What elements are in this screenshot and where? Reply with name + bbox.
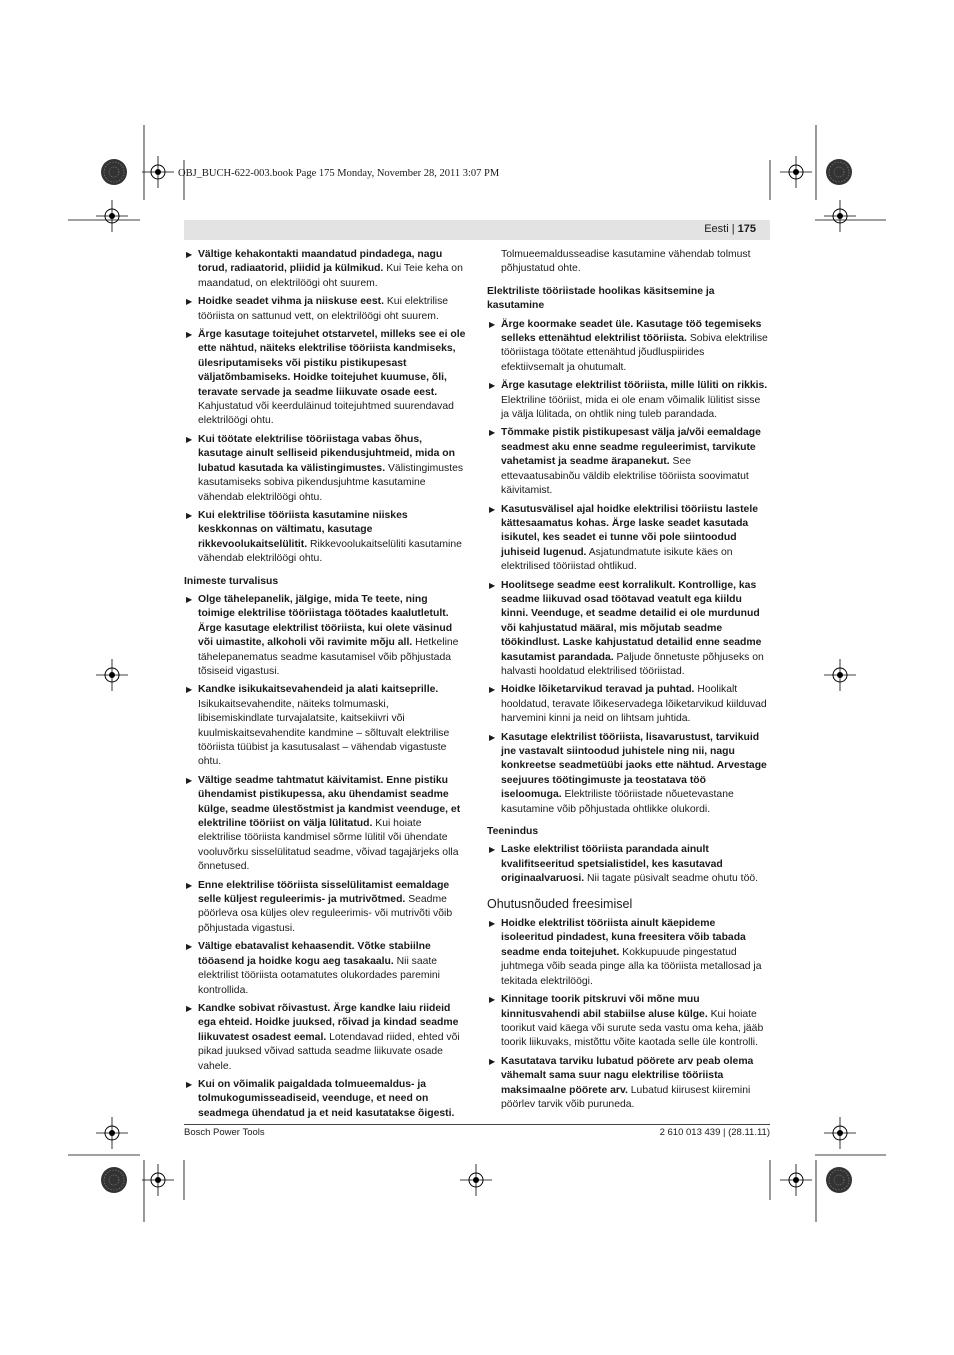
bullet-body-text: Isikukaitsevahendite, näiteks tolmumaski, libisemiskindlate turvajalatsite, kaitsekiivri või kuulmiskaitsevahendite kandmine – sõltuvalt elektrilise tööriista tüübist ja kasutusalast – vähendab vigastuste ohtu. <box>198 698 450 768</box>
bullet-triangle-icon: ▶ <box>186 1003 193 1013</box>
bullet-body-text: See ettevaatusabinõu väldib elektrilise tööriista soovimatut käivitamist. <box>501 456 749 497</box>
bullet-item <box>487 731 769 817</box>
bullet-body-text: Rikkevoolukaitselüliti kasutamine vähendab elektrilöögi ohtu. <box>198 538 462 565</box>
bullet-bold-text: Vältige seadme tahtmatut käivitamist. Enne pistiku ühendamist pistikupessa, aku ühendamist seadme külge, seadme ülestõstmist ja kandmist veenduge, et elektriline tööriist on välja lülitatud. <box>198 774 461 830</box>
bullet-triangle-icon: ▶ <box>489 381 496 391</box>
bullet-triangle-icon: ▶ <box>489 732 496 742</box>
bullet-triangle-icon: ▶ <box>186 942 193 952</box>
bullet-item <box>184 593 466 679</box>
bullet-body-text: Asjatundmatute isikute käes on elektrilised tööriistad ohtlikud. <box>501 546 733 573</box>
bullet-triangle-icon: ▶ <box>186 250 193 259</box>
bullet-bold-text: Vältige ebatavalist kehaasendit. Võtke stabiilne tööasend ja hoidke kogu aeg tasakaalu. <box>198 941 431 967</box>
bullet-triangle-icon: ▶ <box>186 775 193 785</box>
bullet-item <box>184 509 466 567</box>
bullet-item <box>487 426 769 498</box>
bullet-item <box>487 917 769 989</box>
bullet-item <box>184 683 466 769</box>
personal-safety-list <box>184 593 466 1121</box>
bullet-body-text: Seadme pöörleva osa küljes olev reguleerimis- või mutrivõti võib põhjustada vigastusi. <box>198 894 453 934</box>
page-header-band <box>184 220 770 240</box>
bullet-bold-text: Kui elektrilise tööriista kasutamine niiskes keskkonnas on vältimatu, kasutage rikkevoolukaitselülitit. <box>198 509 408 550</box>
bullet-item <box>184 295 466 324</box>
bullet-triangle-icon: ▶ <box>489 1056 496 1066</box>
bullet-bold-text: Vältige kehakontakti maandatud pindadega, nagu torud, radiaatorid, pliidid ja külmikud. <box>198 249 443 275</box>
bullet-body-text: Hoolikalt hooldatud, teravate lõikeservadega lõiketarvikud kiilduvad harvemini kinni ja neid on lihtsam juhtida. <box>501 684 767 725</box>
bullet-bold-text: Hoidke lõiketarvikud teravad ja puhtad. <box>501 684 695 696</box>
bullet-bold-text: Kasutage elektrilist tööriista, lisavarustust, tarvikuid jne vastavalt siintoodud juhistele ning nii, nagu konkreetse seadmetüübi jaoks ette nähtud. Arvestage seejuures töötingimuste ja teostatava töö iseloomuga. <box>501 731 767 801</box>
header-language: Eesti <box>704 223 729 235</box>
heading-careful-use: Elektriliste tööriistade hoolikas käsitsemine ja kasutamine <box>487 285 715 312</box>
bullet-body-text: Paljude õnnetuste põhjuseks on halvasti hooldatud elektrilised tööriistad. <box>501 651 764 677</box>
bullet-item <box>487 683 769 726</box>
bullet-item <box>184 879 466 937</box>
bullet-triangle-icon: ▶ <box>489 919 496 929</box>
footer-rule <box>184 1124 770 1125</box>
bullet-bold-text: Kasutatava tarviku lubatud pöörete arv peab olema vähemalt sama suur nagu elektrilise tööriista maksimaalne pöörete arv. <box>501 1055 754 1096</box>
footer-brand: Bosch Power Tools <box>184 1127 265 1138</box>
bullet-body-text: Nii tagate püsivalt seadme ohutu töö. <box>584 873 759 885</box>
heading-personal-safety: Inimeste turvalisus <box>184 575 279 587</box>
bullet-bold-text: Laske elektrilist tööriista parandada ainult kvalifitseeritud spetsialistidel, kes kasutavad originaalvaruosi. <box>501 844 723 885</box>
bullet-bold-text: Hoidke elektrilist tööriista ainult käepideme isoleeritud pindadest, kuna freesitera võib tabada seadme enda toitejuhet. <box>501 918 746 958</box>
heading-router-safety: Ohutusnõuded freesimisel <box>487 896 633 911</box>
bullet-triangle-icon: ▶ <box>186 510 193 520</box>
electrical-safety-list <box>184 248 466 567</box>
bullet-bold-text: Tõmmake pistik pistikupesast välja ja/või eemaldage seadmest aku enne seadme reguleerimist, tarvikute vahetamist ja seadme ärapanekut. <box>501 427 761 468</box>
bullet-item <box>487 503 769 575</box>
bullet-body-text: Kui hoiate toorikut vaid käega või surute seda vastu oma keha, jääb toorik liikuvaks, mistõttu võite kaotada selle üle kontrolli. <box>501 1008 764 1049</box>
bullet-triangle-icon: ▶ <box>186 594 193 604</box>
bullet-item <box>487 379 769 422</box>
bullet-item <box>184 940 466 998</box>
bullet-item <box>184 433 466 505</box>
bullet-bold-text: Olge tähelepanelik, jälgige, mida Te teete, ning toimige elektrilise tööriistaga töötades kaalutletult. Ärge kasutage elektrilist tööriista, kui olete väsinud või uimastite, alkoholi või ravimite mõju all. <box>198 593 453 649</box>
bullet-bold-text: Kinnitage toorik pitskruvi või mõne muu kinnitusvahendi abil stabiilse aluse külge. <box>501 994 708 1020</box>
bullet-item <box>184 774 466 875</box>
bullet-body-text: Kui elektrilise tööriista on sattunud vett, on elektrilöögi oht suurem. <box>198 296 449 322</box>
bullet-item <box>184 328 466 429</box>
page-number: 175 <box>737 223 756 235</box>
bullet-bold-text: Kui töötate elektrilise tööriistaga vabas õhus, kasutage ainult selliseid pikendusjuhtmeid, mida on lubatud kasutada ka välistingimustes. <box>198 433 455 474</box>
header-separator: | <box>728 223 738 235</box>
bullet-item <box>184 1002 466 1074</box>
left-column <box>184 248 466 1125</box>
bullet-body-text: Lotendavad riided, ehted või pikad juuksed võivad sattuda seadme liikuvate osade vahele. <box>198 1031 460 1072</box>
bullet-body-text: Lubatud kiirusest kiiremini pöörlev tarvik võib puruneda. <box>501 1084 751 1110</box>
page-header <box>704 223 756 235</box>
bullet-bold-text: Kui on võimalik paigaldada tolmueemaldus- ja tolmukogumisseadiseid, veenduge, et need on seadmega ühendatud ja et neid kasutatakse õigesti. <box>198 1078 455 1119</box>
bullet-triangle-icon: ▶ <box>489 580 496 590</box>
bullet-triangle-icon: ▶ <box>186 880 193 890</box>
bullet-body-text: Kahjustatud või keerduläinud toitejuhtmed suurendavad elektrilöögi ohtu. <box>198 401 454 427</box>
bullet-bold-text: Ärge kasutage toitejuhet otstarvetel, milleks see ei ole ette nähtud, näiteks elektrilise tööriista kandmiseks, ülesriputamiseks või pistiku pistikupesast väljatõmbamiseks. Hoidke toitejuhet kuumuse, õli, teravate servade ja seadme liikuvate osade eest. <box>198 329 466 398</box>
bullet-triangle-icon: ▶ <box>186 1079 193 1089</box>
careful-use-list <box>487 318 769 817</box>
bullet-item <box>487 993 769 1051</box>
bullet-item <box>487 318 769 376</box>
bullet-bold-text: Kasutusvälisel ajal hoidke elektrilisi tööriistu lastele kättesaamatus kohas. Ärge laske seadet kasutada isikutel, kes seadet ei tunne või pole siintoodud juhiseid lugenud. <box>501 503 758 558</box>
bullet-triangle-icon: ▶ <box>489 428 496 438</box>
bullet-triangle-icon: ▶ <box>186 330 193 340</box>
bullet-body-text: Hetkeline tähelepanematus seadme kasutamisel võib põhjustada tõsiseid vigastusi. <box>198 637 459 677</box>
bullet-triangle-icon: ▶ <box>489 504 496 514</box>
bullet-triangle-icon: ▶ <box>489 319 496 329</box>
bullet-body-text: Kui hoiate elektrilise tööriista kandmisel sõrme lülitil või ühendate vooluvõrku sisselülitatud seadme, võivad tagajärjeks olla õnnetused. <box>198 818 459 873</box>
bullet-body-text: Nii saate elektrilist tööriista ootamatutes olukordades paremini kontrollida. <box>198 955 440 996</box>
right-column <box>487 248 769 1116</box>
bullet-body-text: Elektriline tööriist, mida ei ole enam võimalik lülitist sisse ja välja lülitada, on ohtlik ning tuleb parandada. <box>501 394 761 421</box>
bullet-bold-text: Kandke isikukaitsevahendeid ja alati kaitseprille. <box>198 684 439 696</box>
bullet-triangle-icon: ▶ <box>489 995 496 1005</box>
bullet-item <box>487 579 769 680</box>
bullet-body-text: Välistingimustes kasutamiseks sobiva pikendusjuhtme kasutamine vähendab elektrilöögi ohtu. <box>198 462 464 503</box>
router-safety-list <box>487 917 769 1112</box>
bullet-body-text: Kokkupuude pingestatud juhtmega võib seada pinge alla ka tööriista metallosad ja tekitada elektrilöögi. <box>501 946 762 987</box>
footer-doc-number: 2 610 013 439 | (28.11.11) <box>659 1127 770 1138</box>
bullet-item <box>487 1055 769 1113</box>
print-info-line: OBJ_BUCH-622-003.book Page 175 Monday, November 28, 2011 3:07 PM <box>178 168 500 179</box>
bullet-body-text: Elektriliste tööriistade nõuetevastane kasutamine võib põhjustada ohtlikke olukordi. <box>501 789 734 815</box>
bullet-triangle-icon: ▶ <box>186 685 193 695</box>
bullet-triangle-icon: ▶ <box>489 685 496 695</box>
heading-service: Teenindus <box>487 826 539 838</box>
bullet-item <box>487 843 769 886</box>
bullet-bold-text: Hoidke seadet vihma ja niiskuse eest. <box>198 296 384 308</box>
bullet-triangle-icon: ▶ <box>489 845 496 855</box>
bullet-body-text: Kui Teie keha on maandatud, on elektrilöögi oht suurem. <box>198 263 463 289</box>
bullet-body-text: Sobiva elektrilise tööriistaga töötate ettenähtud jõudluspiirides efektiivsemalt ja ohutumalt. <box>501 333 768 373</box>
continuation-text: Tolmueemaldusseadise kasutamine vähendab tolmust põhjustatud ohte. <box>501 249 751 275</box>
bullet-triangle-icon: ▶ <box>186 434 193 444</box>
bullet-bold-text: Hoolitsege seadme eest korralikult. Kontrollige, kas seadme liikuvad osad töötavad veatult ega kiildu kinni. Veenduge, et seadme detailid ei ole murdunud või kahjustatud määral, mis mõjutab seadme töökindlust. Laske kahjustatud detailid enne seadme kasutamist parandada. <box>501 579 762 663</box>
service-list <box>487 843 769 886</box>
bullet-bold-text: Enne elektrilise tööriista sisselülitamist eemaldage selle küljest reguleerimis- ja mutrivõtmed. <box>198 879 450 906</box>
bullet-bold-text: Kandke sobivat rõivastust. Ärge kandke laiu riideid ega ehteid. Hoidke juuksed, rõivad ja kindad seadme liikuvatest osadest eemal. <box>198 1002 459 1043</box>
bullet-item <box>184 248 466 291</box>
bullet-triangle-icon: ▶ <box>186 297 193 307</box>
bullet-bold-text: Ärge kasutage elektrilist tööriista, mille lüliti on rikkis. <box>501 380 768 392</box>
bullet-item <box>184 1078 466 1121</box>
bullet-bold-text: Ärge koormake seadet üle. Kasutage töö tegemiseks selleks ettenähtud elektrilist tööriista. <box>501 318 762 345</box>
